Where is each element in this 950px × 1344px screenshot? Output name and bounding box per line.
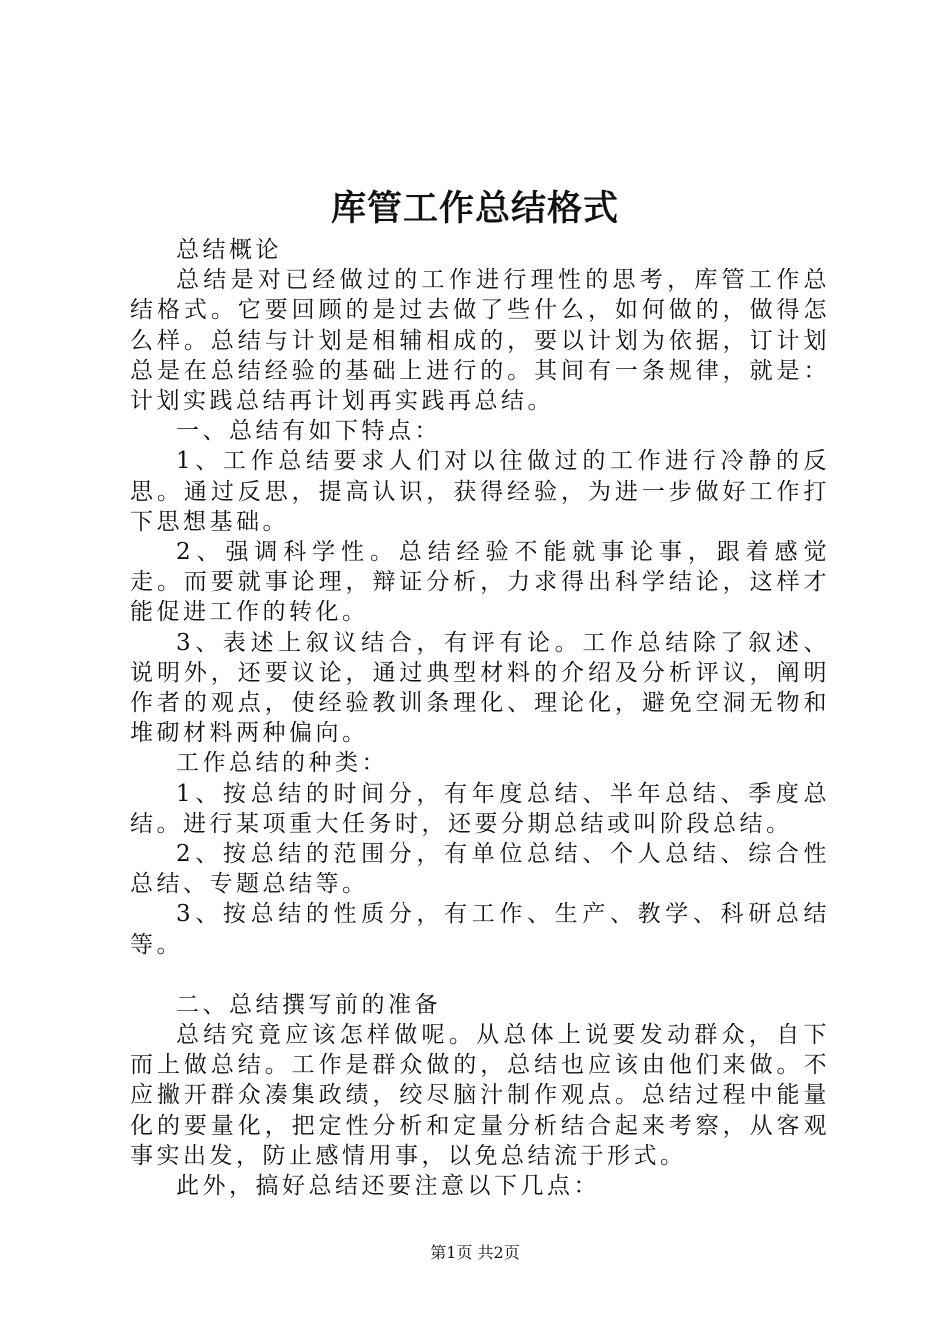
- paragraph-overview: 总结是对已经做过的工作进行理性的思考，库管工作总结格式。它要回顾的是过去做了些什么，如何做的，做得怎么样。总结与计划是相辅相成的，要以计划为依据，订计划总是在总结经验的基础上进行的。其间有一条规律，就是：计划实践总结再计划再实践再总结。: [130, 267, 830, 415]
- page-number: 第1页 共2页: [430, 1243, 520, 1262]
- paragraph-types-heading: 工作总结的种类：: [176, 750, 388, 777]
- paragraph-type-2: 2、按总结的范围分，有单位总结、个人总结、综合性总结、专题总结等。: [130, 841, 830, 898]
- paragraph-type-1: 1、按总结的时间分，有年度总结、半年总结、季度总结。进行某项重大任务时，还要分期总结或叫阶段总结。: [130, 780, 830, 837]
- paragraph-feature-2: 2、强调科学性。总结经验不能就事论事，跟着感觉走。而要就事论理，辩证分析，力求得出科学结论，这样才能促进工作的转化。: [130, 539, 830, 626]
- paragraph-preparation: 总结究竟应该怎样做呢。从总体上说要发动群众，自下而上做总结。工作是群众做的，总结也应该由他们来做。不应撇开群众凑集政绩，绞尽脑汁制作观点。总结过程中能量化的要量化，把定性分析和定量分析结合起来考察，从客观事实出发，防止感情用事，以免总结流于形式。: [130, 1022, 830, 1169]
- document-title: 库管工作总结格式: [330, 188, 619, 229]
- paragraph-feature-1: 1、工作总结要求人们对以往做过的工作进行冷静的反思。通过反思，提高认识，获得经验，为进一步做好工作打下思想基础。: [130, 448, 830, 535]
- paragraph-preparation-heading: 二、总结撰写前的准备: [176, 991, 441, 1018]
- paragraph-type-3: 3、按总结的性质分，有工作、生产、教学、科研总结等。: [130, 901, 830, 958]
- paragraph-notes-intro: 此外，搞好总结还要注意以下几点：: [176, 1173, 600, 1200]
- paragraph-feature-3: 3、表述上叙议结合，有评有论。工作总结除了叙述、说明外，还要议论，通过典型材料的介绍及分析评议，阐明作者的观点，使经验教训条理化、理论化，避免空洞无物和堆砌材料两种偏向。: [130, 629, 830, 747]
- paragraph-overview-heading: 总结概论: [176, 237, 282, 263]
- paragraph-features-heading: 一、总结有如下特点：: [176, 418, 441, 445]
- document-body: [130, 235, 830, 1201]
